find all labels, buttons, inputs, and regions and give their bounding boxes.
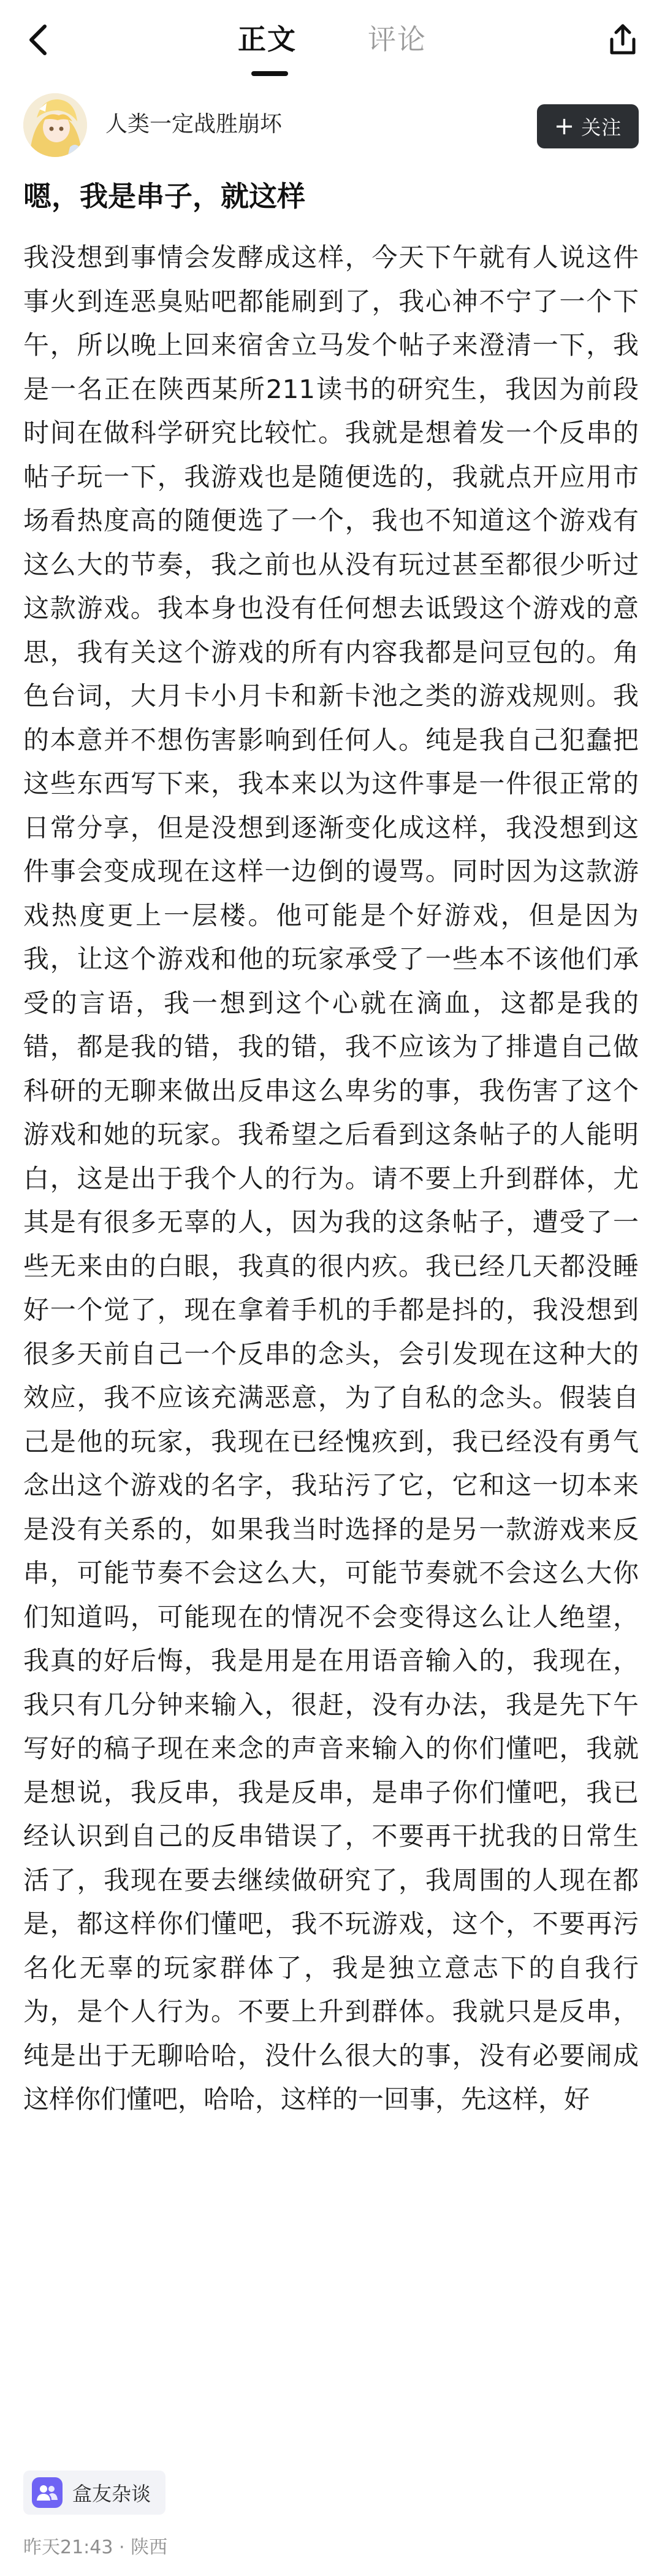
share-icon (604, 21, 641, 58)
author-name[interactable]: 人类一定战胜崩坏 (105, 112, 283, 137)
tab-main-text[interactable]: 正文 (238, 23, 297, 56)
avatar[interactable] (23, 93, 87, 157)
plus-icon: + (554, 112, 576, 140)
share-button[interactable] (601, 17, 645, 61)
circle-tag[interactable] (23, 2471, 166, 2515)
top-bar (0, 0, 662, 86)
follow-button[interactable] (537, 104, 639, 148)
post-meta-time-location: 昨天21:43 · 陕西 (23, 2537, 168, 2558)
author-row (0, 92, 662, 159)
avatar-image (23, 93, 87, 157)
chevron-left-icon (26, 24, 51, 56)
people-icon (32, 2477, 63, 2508)
active-tab-indicator (251, 71, 288, 76)
follow-label: 关注 (581, 116, 622, 139)
circle-name: 盒友杂谈 (72, 2482, 151, 2505)
back-button[interactable] (17, 18, 60, 61)
post-body: 我没想到事情会发酵成这样，今天下午就有人说这件事火到连恶臭贴吧都能刷到了，我心神不宁了一个下午，所以晚上回来宿舍立马发个帖子来澄清一下，我是一名正在陕西某所211读书的研究生，我因为前段时间在做科学研究比较忙。我就是想着发一个反串的帖子玩一下，我游戏也是随便选的，我就点开应用市场看热度高的随便选了一个，我也不知道这个游戏有这么大的节奏，我之前也从没有玩过甚至都很少听过这款游戏。我本身也没有任何想去诋毁这个游戏的意思，我有关这个游戏的所有内容我都是问豆包的。角色台词，大月卡小月卡和新卡池之类的游戏规则。我的本意并不想伤害影响到任何人。纯是我自己犯蠢把这些东西写下来，我本来以为这件事是一件很正常的日常分享，但是没想到逐渐变化成这样，我没想到这件事会变成现在这样一边倒的谩骂。同时因为这款游戏热度更上一层楼。他可能是个好游戏，但是因为我，让这个游戏和他的玩家承受了一些本不该他们承受的言语，我一想到这个心就在滴血，这都是我的错，都是我的错，我的错，我不应该为了排遣自己做科研的无聊来做出反串这么卑劣的事，我伤害了这个游戏和她的玩家。我希望之后看到这条帖子的人能明白，这是出于我个人的行为。请不要上升到群体，尤其是有很多无辜的人，因为我的这条帖子，遭受了一些无来由的白眼，我真的很内疚。我已经几天都没睡好一个觉了，现在拿着手机的手都是抖的，我没想到很多天前自己一个反串的念头，会引发现在这种大的效应，我不应该充满恶意，为了自私的念头。假装自己是他的玩家，我现在已经愧疚到，我已经没有勇气念出这个游戏的名字，我玷污了它，它和这一切本来是没有关系的，如果我当时选择的是另一款游戏来反串，可能节奏不会这么大，可能节奏就不会这么大你们知道吗，可能现在的情况不会变得这么让人绝望，我真的好后悔，我是用是在用语音输入的，我现在，我只有几分钟来输入，很赶，没有办法，我是先下午写好的稿子现在来念的声音来输入的你们懂吧，我就是想说，我反串，我是反串，是串子你们懂吧，我已经认识到自己的反串错误了，不要再干扰我的日常生活了，我现在要去继续做研究了，我周围的人现在都是，都这样你们懂吧，我不玩游戏，这个，不要再污名化无辜的玩家群体了，我是独立意志下的自我行为，是个人行为。不要上升到群体。我就只是反串，纯是出于无聊哈哈，没什么很大的事，没有必要闹成这样你们懂吧，哈哈，这样的一回事，先这样，好 (23, 242, 639, 2114)
tab-comments[interactable]: 评论 (368, 23, 427, 56)
post-title: 嗯，我是串子，就这样 (23, 180, 305, 213)
